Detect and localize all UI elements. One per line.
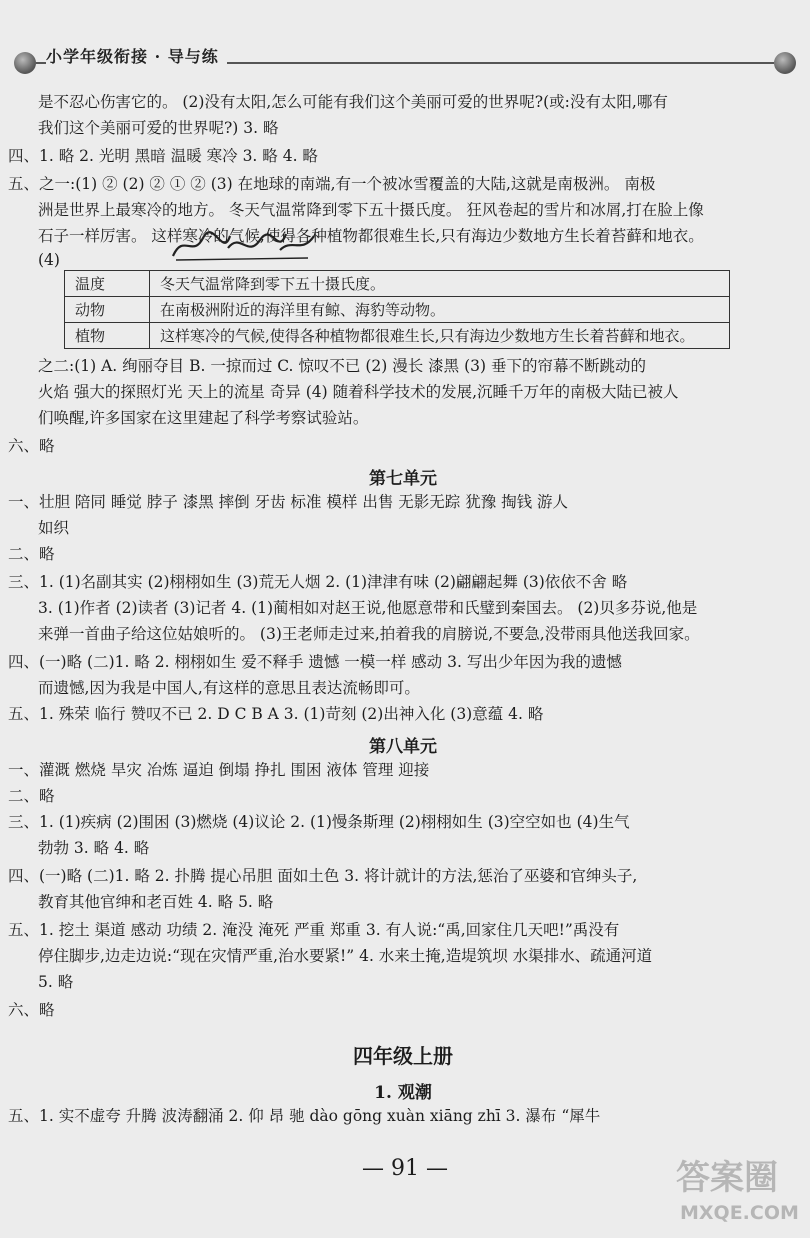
text-line: 洲是世界上最寒冷的地方。 冬天气温常降到零下五十摄氏度。 狂风卷起的雪片和冰屑,打在脸上像 [38,201,704,219]
header-ornament-left-icon [14,52,36,74]
text-line: 如织 [38,519,70,537]
text-line: 之二:(1) A. 绚丽夺目 B. 一掠而过 C. 惊叹不已 (2) 漫长 漆黑 (3) 垂下的帘幕不断跳动的 [38,357,646,375]
text-line: 火焰 强大的探照灯光 天上的流星 奇异 (4) 随着科学技术的发展,沉睡千万年的南极大陆已被人 [38,383,679,401]
text-line: 一、灌溉 燃烧 旱灾 冶炼 逼迫 倒塌 挣扎 围困 液体 管理 迎接 [8,761,430,779]
table-key: 植物 [65,323,150,349]
text-line: 勃勃 3. 略 4. 略 [38,839,150,857]
header-title: 小学年级衔接 · 导与练 [46,44,227,67]
text-line: 二、略 [8,787,55,805]
text-line: 四、(一)略 (二)1. 略 2. 栩栩如生 爱不释手 遗憾 一模一样 感动 3. 写出少年因为我的遗憾 [8,653,622,671]
text-line: 教育其他官绅和老百姓 4. 略 5. 略 [38,893,274,911]
watermark-text: 答案圈 [676,1158,778,1198]
table-key: 动物 [65,297,150,323]
info-table [64,270,730,349]
table-key: 温度 [65,271,150,297]
watermark-logo [676,1150,804,1230]
table-value: 这样寒冷的气候,使得各种植物都很难生长,只有海边少数地方生长着苔藓和地衣。 [150,323,730,349]
text-line: 石子一样厉害。 这样寒冷的气候,使得各种植物都很难生长,只有海边少数地方生长着苔藓和地衣。 [38,227,704,245]
table-value: 冬天气温常降到零下五十摄氏度。 [150,271,730,297]
text-line: 5. 略 [38,973,74,991]
table-row [65,323,730,349]
text-line: 我们这个美丽可爱的世界呢?) 3. 略 [38,119,279,137]
text-line: 四、(一)略 (二)1. 略 2. 扑腾 提心吊胆 面如土色 3. 将计就计的方法,惩治了巫婆和官绅头子, [8,867,638,885]
text-line: 3. (1)作者 (2)读者 (3)记者 4. (1)蔺相如对赵王说,他愿意带和氏璧到秦国去。 (2)贝多芬说,他是 [38,599,698,617]
text-line: 五、1. 挖土 渠道 感动 功绩 2. 淹没 淹死 严重 郑重 3. 有人说:“禹,回家住几天吧!”禹没有 [8,921,620,939]
unit-title: 第七单元 [369,469,437,489]
text-line: 停住脚步,边走边说:“现在灾情严重,治水要紧!” 4. 水来土掩,造堤筑坝 水渠排水、疏通河道 [38,947,653,965]
text-line: 二、略 [8,545,55,563]
unit-title: 第八单元 [369,737,437,757]
watermark-url: MXQE.COM [680,1202,799,1224]
text-line: 三、1. (1)疾病 (2)围困 (3)燃烧 (4)议论 2. (1)慢条斯理 (2)栩栩如生 (3)空空如也 (4)生气 [8,813,630,831]
text-line: 六、略 [8,437,55,455]
page-number: — 91 — [362,1156,448,1181]
table-value: 在南极洲附近的海洋里有鲸、海豹等动物。 [150,297,730,323]
table-row [65,297,730,323]
header-ornament-right-icon [774,52,796,74]
text-line: 六、略 [8,1001,55,1019]
lesson-title: 1. 观潮 [374,1083,432,1103]
text-line: 来弹一首曲子给这位姑娘听的。 (3)王老师走过来,拍着我的肩膀说,不要急,没带雨具他送我回家。 [38,625,700,643]
text-line: 而遗憾,因为我是中国人,有这样的意思且表达流畅即可。 [38,679,420,697]
text-line: 五、之一:(1) ② (2) ② ① ② (3) 在地球的南端,有一个被冰雪覆盖的大陆,这就是南极洲。 南极 [8,175,656,193]
grade-title: 四年级上册 [353,1044,453,1068]
text-line: 们唤醒,许多国家在这里建起了科学考察试验站。 [38,409,369,427]
text-line: 三、1. (1)名副其实 (2)栩栩如生 (3)荒无人烟 2. (1)津津有味 (2)翩翩起舞 (3)依依不舍 略 [8,573,628,591]
table-row [65,271,730,297]
page-header [14,44,796,84]
text-line: 五、1. 殊荣 临行 赞叹不已 2. D C B A 3. (1)苛刻 (2)出神入化 (3)意蕴 4. 略 [8,705,544,723]
text-line: 一、壮胆 陪同 睡觉 脖子 漆黑 摔倒 牙齿 标准 模样 出售 无影无踪 犹豫 掏钱 游人 [8,493,569,511]
text-line: 是不忍心伤害它的。 (2)没有太阳,怎么可能有我们这个美丽可爱的世界呢?(或:没有太阳,哪有 [38,93,668,111]
text-line: 五、1. 实不虚夸 升腾 波涛翻涌 2. 仰 昂 驰 dào gōng xuàn xiāng zhī 3. 瀑布 “犀牛 [8,1107,601,1125]
text-line: (4) [38,251,60,269]
text-line: 四、1. 略 2. 光明 黑暗 温暖 寒冷 3. 略 4. 略 [8,147,318,165]
handwritten-scribble [168,228,318,264]
